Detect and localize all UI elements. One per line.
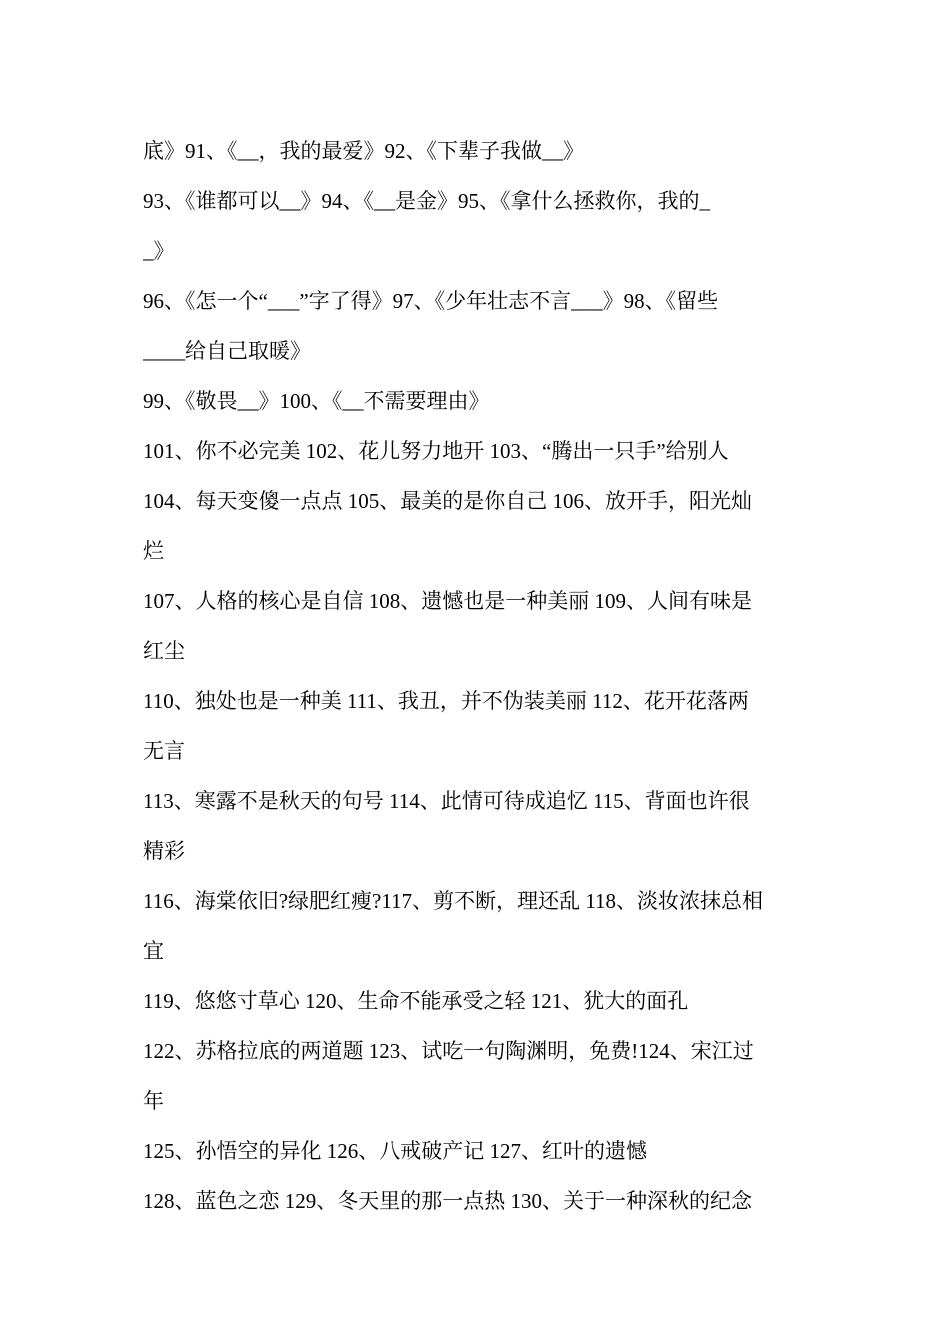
text-line: 125、孙悟空的异化 126、八戒破产记 127、红叶的遗憾	[143, 1139, 647, 1163]
text-line: 宜	[143, 939, 164, 963]
text-line: 122、苏格拉底的两道题 123、试吃一句陶渊明，免费!124、宋江过	[143, 1039, 754, 1063]
text-line: ____给自己取暖》	[143, 339, 311, 363]
text-line: 精彩	[143, 839, 185, 863]
text-line: 110、独处也是一种美 111、我丑，并不伪装美丽 112、花开花落两	[143, 689, 749, 713]
text-line: 红尘	[143, 639, 185, 663]
text-line: 107、人格的核心是自信 108、遗憾也是一种美丽 109、人间有味是	[143, 589, 752, 613]
text-line: 104、每天变傻一点点 105、最美的是你自己 106、放开手，阳光灿	[143, 489, 752, 513]
text-line: 113、寒露不是秋天的句号 114、此情可待成追忆 115、背面也许很	[143, 789, 750, 813]
text-line: _》	[143, 239, 175, 263]
text-line: 底》91、《__，我的最爱》92、《下辈子我做__》	[143, 139, 584, 163]
document-body	[143, 126, 808, 1226]
text-line: 93、《谁都可以__》94、《__是金》95、《拿什么拯救你，我的_	[143, 189, 710, 213]
text-line: 116、海棠依旧?绿肥红瘦?117、剪不断，理还乱 118、淡妆浓抹总相	[143, 889, 764, 913]
text-line: 128、蓝色之恋 129、冬天里的那一点热 130、关于一种深秋的纪念	[143, 1189, 752, 1213]
text-line: 101、你不必完美 102、花儿努力地开 103、“腾出一只手”给别人	[143, 439, 729, 463]
text-line: 年	[143, 1089, 164, 1113]
text-line: 烂	[143, 539, 164, 563]
text-line: 无言	[143, 739, 185, 763]
text-line: 119、悠悠寸草心 120、生命不能承受之轻 121、犹大的面孔	[143, 989, 689, 1013]
text-line: 99、《敬畏__》100、《__不需要理由》	[143, 389, 490, 413]
text-line: 96、《怎一个“___”字了得》97、《少年壮志不言___》98、《留些	[143, 289, 719, 313]
